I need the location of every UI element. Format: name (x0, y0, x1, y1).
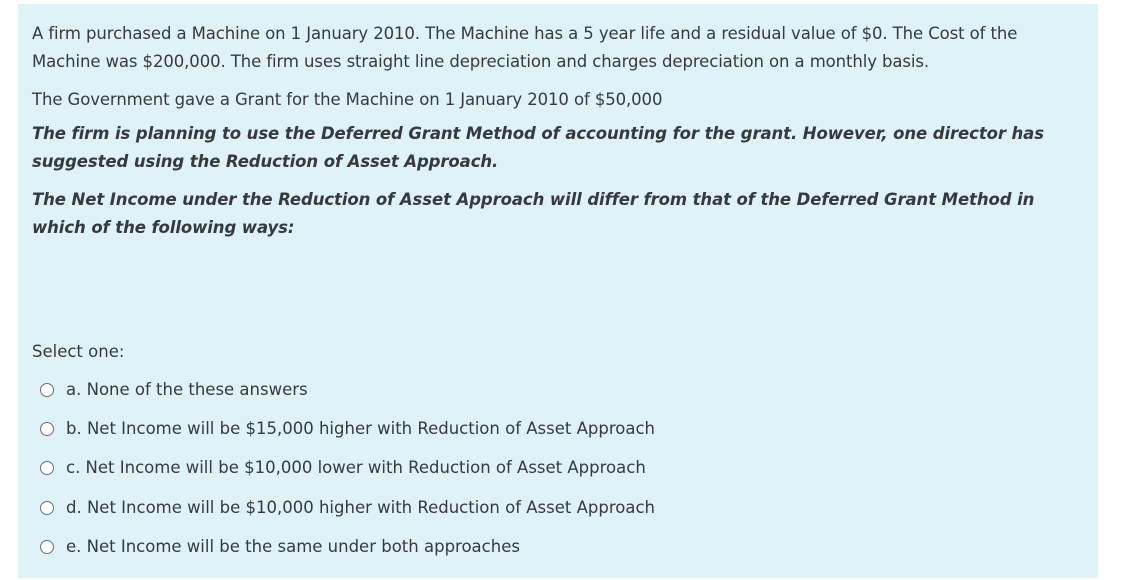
answer-label-a[interactable]: a. None of the these answers (66, 379, 308, 399)
answer-option-a[interactable] (32, 370, 1072, 409)
question-panel (18, 4, 1098, 578)
answer-option-c[interactable] (32, 449, 1072, 488)
answer-label-b[interactable]: b. Net Income will be $15,000 higher with Reduction of Asset Approach (66, 418, 655, 438)
radio-button-icon[interactable] (40, 540, 54, 554)
question-text (32, 20, 1084, 242)
select-one-prompt: Select one: (32, 342, 125, 361)
question-paragraph-4: The Net Income under the Reduction of Asset Approach will differ from that of the Deferred Grant Method in which of the following ways: (32, 190, 1035, 237)
answer-option-b[interactable] (32, 409, 1072, 448)
answer-option-d[interactable] (32, 488, 1072, 527)
radio-button-icon[interactable] (40, 501, 54, 515)
question-paragraph-2: The Government gave a Grant for the Machine on 1 January 2010 of $50,000 (32, 90, 663, 109)
question-paragraph-1: A firm purchased a Machine on 1 January 2010. The Machine has a 5 year life and a residual value of $0. The Cost of the Machine was $200,000. The firm uses straight line depreciation and charges depreciation on a monthly basis. (32, 24, 1018, 71)
radio-button-icon[interactable] (40, 461, 54, 475)
answer-label-c[interactable]: c. Net Income will be $10,000 lower with Reduction of Asset Approach (66, 458, 646, 478)
radio-button-icon[interactable] (40, 422, 54, 436)
answer-label-e[interactable]: e. Net Income will be the same under both approaches (66, 536, 520, 556)
answer-options (32, 370, 1072, 566)
radio-button-icon[interactable] (40, 383, 54, 397)
answer-option-e[interactable] (32, 527, 1072, 566)
question-paragraph-3: The firm is planning to use the Deferred Grant Method of accounting for the grant. However, one director has suggested using the Reduction of Asset Approach. (32, 124, 1044, 171)
answer-label-d[interactable]: d. Net Income will be $10,000 higher with Reduction of Asset Approach (66, 497, 655, 517)
